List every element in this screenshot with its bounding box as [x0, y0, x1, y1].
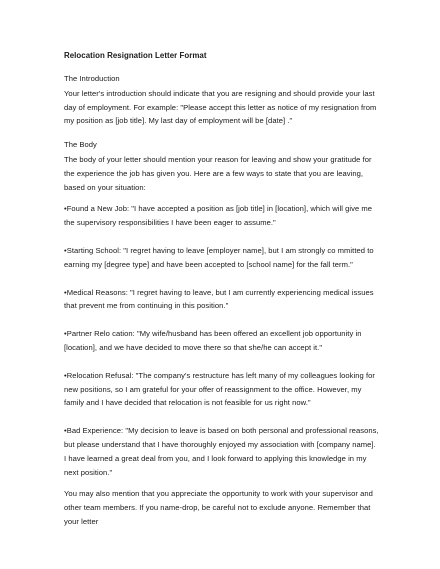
document-body — [64, 49, 380, 539]
bullet-medical-reasons: •Medical Reasons: "I regret having to leave, but I am currently experiencing medical issues that prevent me from continuing in this position." — [64, 287, 374, 311]
section-heading-body: The Body — [64, 140, 97, 150]
document-title: Relocation Resignation Letter Format — [64, 51, 207, 60]
bullet-relocation-refusal: •Relocation Refusal: "The company's restructure has left many of my colleagues looking for new positions, so I am grateful for your offer of reassignment to the office. However, my family and I have decided that relocation is not feasible for us right now." — [64, 370, 375, 408]
closing-paragraph: You may also mention that you appreciate the opportunity to work with your supervisor and other team members. If you name-drop, be careful not to exclude anyone. Remember that your letter — [64, 489, 373, 526]
introduction-paragraph: Your letter's introduction should indicate that you are resigning and should provide your last day of employment. For example: "Please accept this letter as notice of my resignation from my position as [job title]. My last day of employment will be [date] ." — [64, 88, 377, 126]
bullet-partner-relocation: •Partner Relo cation: "My wife/husband has been offered an excellent job opportunity in [location], and we have decided to move there so that she/he can accept it." — [64, 329, 362, 352]
bullet-starting-school: •Starting School: "I regret having to leave [employer name], but I am strongly co mmitted to earning my [degree type] and have been accepted to [school name] for the fall term." — [64, 245, 374, 269]
body-paragraph: The body of your letter should mention your reason for leaving and show your gratitude for the experience the job has given you. Here are a few ways to state that you are leaving, based on your situation: — [64, 154, 372, 192]
bullet-new-job: •Found a New Job: "I have accepted a position as [job title] in [location], which will give me the supervisory responsibilities I have been eager to assume." — [64, 204, 373, 228]
bullet-bad-experience: •Bad Experience: "My decision to leave is based on both personal and professional reasons, but please understand that I have thoroughly enjoyed my association with [company name]. I have learned a great deal from you, and I look forward to applying this knowledge in my next position." — [64, 426, 379, 477]
section-heading-introduction: The Introduction — [64, 74, 120, 83]
